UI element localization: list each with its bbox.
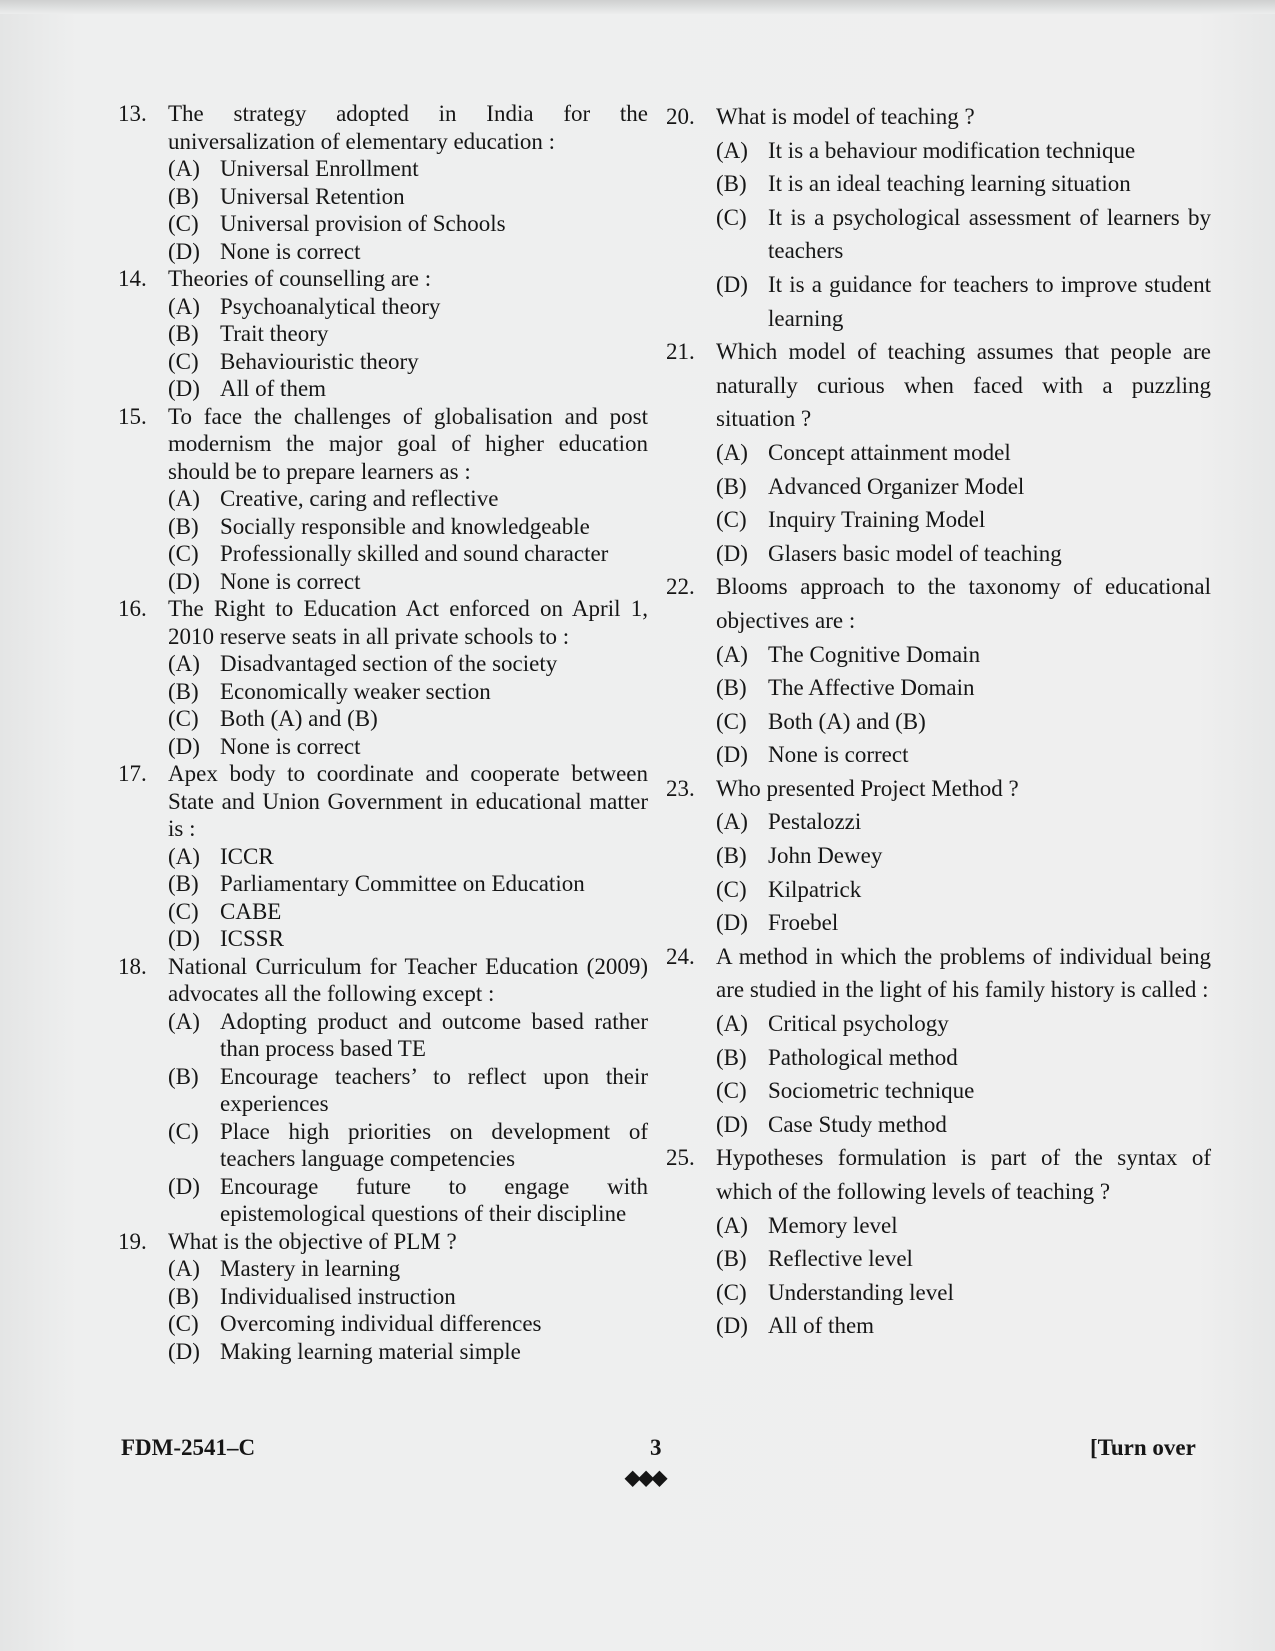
question-number: 13. xyxy=(118,101,147,126)
option-item xyxy=(118,870,648,898)
option-label: (A) xyxy=(716,1212,748,1238)
question-21 xyxy=(666,335,1211,436)
option-item xyxy=(666,268,1211,335)
paper-code: FDM-2541–C xyxy=(121,1435,256,1460)
option-text: It is a behaviour modification technique xyxy=(768,137,1136,163)
question-text: Who presented Project Method ? xyxy=(716,775,1019,801)
option-text: It is a guidance for teachers to improve student learning xyxy=(768,271,1211,331)
option-text: Psychoanalytical theory xyxy=(220,293,441,319)
option-text: Concept attainment model xyxy=(768,439,1011,465)
option-label: (A) xyxy=(168,843,200,869)
option-item xyxy=(666,537,1211,571)
option-label: (A) xyxy=(716,641,748,667)
option-text: Inquiry Training Model xyxy=(768,507,986,533)
option-item xyxy=(118,650,648,678)
question-24 xyxy=(666,940,1211,1007)
option-text: Reflective level xyxy=(768,1246,913,1272)
option-text: Overcoming individual differences xyxy=(220,1311,542,1336)
scan-edge-shadow xyxy=(0,0,1275,14)
option-item xyxy=(118,1310,648,1338)
option-label: (B) xyxy=(716,473,747,499)
option-item xyxy=(666,1309,1211,1343)
option-label: (B) xyxy=(168,871,199,896)
option-label: (A) xyxy=(168,651,200,676)
question-22 xyxy=(666,570,1211,637)
question-16 xyxy=(118,595,648,650)
option-item xyxy=(666,873,1211,907)
option-item xyxy=(666,470,1211,504)
option-item xyxy=(666,705,1211,739)
option-item xyxy=(118,898,648,926)
option-label: (C) xyxy=(168,348,199,374)
option-item xyxy=(118,1173,648,1228)
option-text: Professionally skilled and sound character xyxy=(220,541,609,566)
question-text: The Right to Education Act enforced on April 1, 2010 reserve seats in all private schools to : xyxy=(168,596,648,649)
option-label: (B) xyxy=(716,675,747,701)
option-text: CABE xyxy=(220,898,282,924)
option-item xyxy=(118,320,648,348)
question-number: 17. xyxy=(118,761,147,786)
page-footer xyxy=(0,1435,1275,1495)
option-text: Kilpatrick xyxy=(768,876,862,902)
question-text: What is model of teaching ? xyxy=(716,104,975,129)
option-text: Place high priorities on development of teachers language competencies xyxy=(220,1118,648,1171)
question-text: What is the objective of PLM ? xyxy=(168,1228,457,1254)
option-label: (B) xyxy=(168,321,199,346)
option-item xyxy=(666,805,1211,839)
option-text: None is correct xyxy=(220,568,361,594)
question-17 xyxy=(118,760,648,843)
option-text: Universal Enrollment xyxy=(220,156,419,181)
option-item xyxy=(118,843,648,871)
option-item xyxy=(666,1007,1211,1041)
question-19 xyxy=(118,1228,648,1256)
option-text: Case Study method xyxy=(768,1111,947,1137)
question-text: National Curriculum for Teacher Education (2009) advocates all the following except : xyxy=(168,953,648,1006)
option-label: (D) xyxy=(168,376,200,401)
option-item xyxy=(666,1074,1211,1108)
option-text: Understanding level xyxy=(768,1279,954,1305)
option-label: (D) xyxy=(716,910,748,936)
option-item xyxy=(666,1242,1211,1276)
option-label: (A) xyxy=(716,439,748,465)
option-label: (B) xyxy=(716,1246,747,1272)
page-number: 3 xyxy=(650,1435,662,1460)
option-text: Encourage future to engage with epistemological questions of their discipline xyxy=(220,1173,648,1226)
option-label: (C) xyxy=(716,876,747,902)
option-item xyxy=(118,1008,648,1063)
option-text: Disadvantaged section of the society xyxy=(220,651,558,676)
option-label: (C) xyxy=(168,1118,199,1144)
option-label: (D) xyxy=(716,742,748,768)
option-text: None is correct xyxy=(220,733,361,759)
option-item xyxy=(666,201,1211,268)
question-text: Hypotheses formulation is part of the syntax of which of the following levels of teaching ? xyxy=(716,1145,1211,1204)
option-text: Glasers basic model of teaching xyxy=(768,540,1062,566)
left-column xyxy=(118,100,648,1365)
option-item xyxy=(118,678,648,706)
option-text: Critical psychology xyxy=(768,1011,949,1037)
option-item xyxy=(666,638,1211,672)
option-text: Mastery in learning xyxy=(220,1256,401,1281)
option-label: (B) xyxy=(716,171,747,197)
option-item xyxy=(118,210,648,238)
option-text: None is correct xyxy=(768,742,909,768)
question-text: Theories of counselling are : xyxy=(168,266,432,291)
diamond-ornament-icon: ◆◆◆ xyxy=(625,1467,666,1489)
option-text: Trait theory xyxy=(220,321,329,346)
option-label: (B) xyxy=(168,678,199,704)
option-text: All of them xyxy=(220,376,327,401)
option-item xyxy=(666,1276,1211,1310)
option-item xyxy=(666,1108,1211,1142)
option-text: Behaviouristic theory xyxy=(220,348,419,374)
option-label: (A) xyxy=(168,1256,200,1281)
option-label: (D) xyxy=(168,1173,200,1199)
question-20 xyxy=(666,100,1211,134)
option-text: Economically weaker section xyxy=(220,678,491,704)
option-item xyxy=(118,238,648,266)
option-text: It is an ideal teaching learning situation xyxy=(768,171,1131,197)
option-label: (B) xyxy=(168,183,199,209)
option-text: Memory level xyxy=(768,1212,898,1238)
option-item xyxy=(118,705,648,733)
question-number: 23. xyxy=(666,775,695,801)
right-column xyxy=(666,100,1211,1343)
question-number: 20. xyxy=(666,104,695,129)
option-text: It is a psychological assessment of learners by teachers xyxy=(768,204,1211,264)
option-label: (D) xyxy=(168,926,200,951)
option-label: (A) xyxy=(168,156,200,181)
option-label: (D) xyxy=(168,568,200,594)
option-text: The Cognitive Domain xyxy=(768,641,981,667)
option-text: Making learning material simple xyxy=(220,1338,521,1364)
option-label: (B) xyxy=(716,843,747,869)
option-label: (C) xyxy=(716,507,747,533)
option-text: John Dewey xyxy=(768,843,883,869)
option-label: (C) xyxy=(168,1311,199,1336)
option-item xyxy=(118,1283,648,1311)
option-label: (C) xyxy=(168,898,199,924)
option-label: (A) xyxy=(168,1008,200,1034)
option-text: Parliamentary Committee on Education xyxy=(220,871,585,896)
option-item xyxy=(118,1338,648,1366)
question-18 xyxy=(118,953,648,1008)
option-label: (B) xyxy=(716,1044,747,1070)
option-label: (C) xyxy=(716,1078,747,1104)
option-text: Both (A) and (B) xyxy=(220,706,378,731)
option-label: (A) xyxy=(716,1011,748,1037)
option-item xyxy=(118,540,648,568)
option-label: (C) xyxy=(168,541,199,566)
option-label: (C) xyxy=(168,706,199,731)
option-item xyxy=(666,1209,1211,1243)
option-label: (D) xyxy=(168,733,200,759)
option-item xyxy=(118,375,648,403)
option-item xyxy=(118,1118,648,1173)
option-text: Adopting product and outcome based rather than process based TE xyxy=(220,1008,648,1061)
question-number: 19. xyxy=(118,1228,147,1254)
question-13 xyxy=(118,100,648,155)
option-text: All of them xyxy=(768,1313,875,1339)
option-label: (D) xyxy=(716,540,748,566)
option-item xyxy=(666,671,1211,705)
option-item xyxy=(118,568,648,596)
option-text: Pathological method xyxy=(768,1044,958,1070)
question-text: Blooms approach to the taxonomy of educational objectives are : xyxy=(716,574,1211,633)
option-text: Creative, caring and reflective xyxy=(220,486,499,511)
option-label: (B) xyxy=(168,513,199,539)
option-label: (D) xyxy=(168,238,200,264)
option-label: (B) xyxy=(168,1063,199,1089)
question-text: To face the challenges of globalisation and post modernism the major goal of higher education should be to prepare learners as : xyxy=(168,403,648,484)
option-item xyxy=(666,503,1211,537)
option-text: Encourage teachers’ to reflect upon their experiences xyxy=(220,1063,648,1116)
option-text: Both (A) and (B) xyxy=(768,708,926,734)
question-number: 22. xyxy=(666,574,695,600)
option-item xyxy=(666,167,1211,201)
question-15 xyxy=(118,403,648,486)
option-label: (C) xyxy=(716,708,747,734)
question-number: 14. xyxy=(118,266,147,291)
option-text: None is correct xyxy=(220,238,361,264)
option-label: (A) xyxy=(716,137,748,163)
question-number: 21. xyxy=(666,339,695,365)
question-text: The strategy adopted in India for the universalization of elementary education : xyxy=(168,101,648,154)
question-number: 18. xyxy=(118,953,147,979)
option-text: Individualised instruction xyxy=(220,1283,456,1309)
question-text: A method in which the problems of individual being are studied in the light of his family history is called : xyxy=(716,943,1211,1003)
option-item xyxy=(118,183,648,211)
option-item xyxy=(118,1255,648,1283)
question-number: 24. xyxy=(666,943,695,969)
question-14 xyxy=(118,265,648,293)
option-item xyxy=(118,155,648,183)
option-item xyxy=(666,134,1211,168)
question-text: Apex body to coordinate and cooperate between State and Union Government in educational matter is : xyxy=(168,761,648,841)
option-text: ICSSR xyxy=(220,926,284,951)
option-item xyxy=(118,925,648,953)
option-label: (D) xyxy=(716,1111,748,1137)
option-item xyxy=(118,293,648,321)
question-number: 16. xyxy=(118,596,147,621)
question-number: 25. xyxy=(666,1145,695,1171)
turn-over-label: [Turn over xyxy=(1090,1435,1196,1460)
option-text: Socially responsible and knowledgeable xyxy=(220,513,590,539)
option-item xyxy=(118,1063,648,1118)
option-item xyxy=(118,733,648,761)
option-item xyxy=(118,485,648,513)
option-item xyxy=(666,839,1211,873)
option-text: Universal Retention xyxy=(220,183,405,209)
question-25 xyxy=(666,1141,1211,1208)
question-number: 15. xyxy=(118,403,147,429)
option-item xyxy=(118,513,648,541)
option-label: (A) xyxy=(716,809,748,835)
option-item xyxy=(666,1041,1211,1075)
option-item xyxy=(666,738,1211,772)
option-label: (C) xyxy=(716,1279,747,1305)
option-text: ICCR xyxy=(220,843,274,869)
option-label: (A) xyxy=(168,293,200,319)
question-text: Which model of teaching assumes that people are naturally curious when faced with a puzzling situation ? xyxy=(716,339,1211,432)
option-label: (A) xyxy=(168,486,200,511)
option-item xyxy=(118,348,648,376)
option-label: (C) xyxy=(716,204,747,230)
option-text: Froebel xyxy=(768,910,839,936)
option-label: (D) xyxy=(168,1338,200,1364)
option-label: (D) xyxy=(716,1313,748,1339)
question-23 xyxy=(666,772,1211,806)
option-text: Universal provision of Schools xyxy=(220,211,506,236)
option-label: (D) xyxy=(716,271,748,297)
option-item xyxy=(666,436,1211,470)
option-text: Sociometric technique xyxy=(768,1078,975,1104)
option-label: (C) xyxy=(168,211,199,236)
option-item xyxy=(666,906,1211,940)
option-text: Pestalozzi xyxy=(768,809,862,835)
option-text: Advanced Organizer Model xyxy=(768,473,1025,499)
option-text: The Affective Domain xyxy=(768,675,975,701)
option-label: (B) xyxy=(168,1283,199,1309)
